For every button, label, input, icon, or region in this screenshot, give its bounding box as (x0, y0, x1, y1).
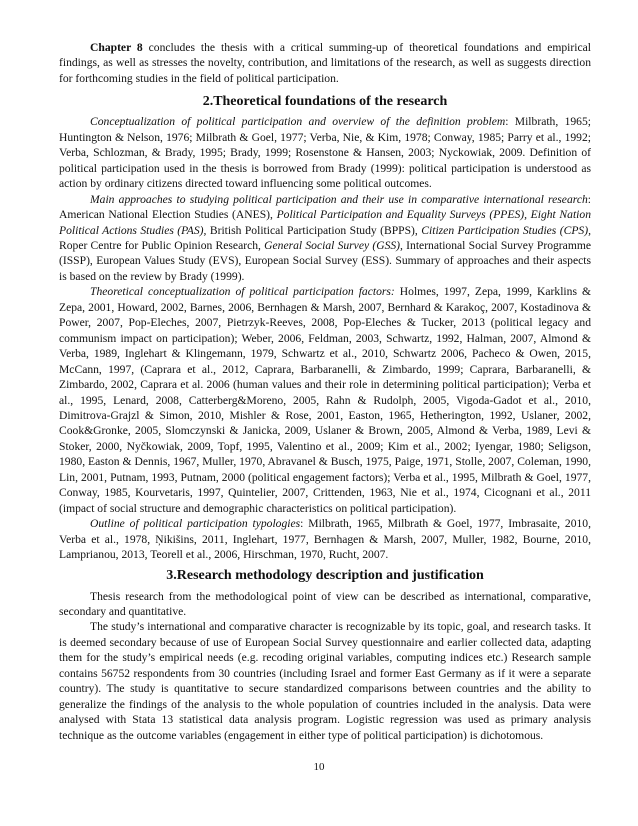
chapter-reference: Chapter 8 (90, 41, 143, 54)
typologies-text: : Milbrath, 1965, Milbrath & Goel, 1977, Imbrasaite, 2010, Verba et al., 1978, Ņikišins, 2011, Inglehart, 1977, Bernhagen & Marsh, 2007, Muller, 1982, Bourne, 2010, Lamprianou, 2013, Teorell et al., 2006, Hirschman, 1970, Rucht, 2007. (59, 517, 591, 562)
approaches-italic-3: General Social Survey (GSS), (264, 238, 403, 252)
factors-paragraph (59, 284, 591, 516)
typologies-label: Outline of political participation typologies (90, 517, 301, 531)
page-number: 10 (313, 761, 325, 773)
approaches-italic-2: Citizen Participation Studies (CPS), (421, 223, 591, 237)
approaches-text-3: Roper Centre for Public Opinion Research, (59, 238, 265, 252)
methodology-paragraph-2: The study’s international and comparative character is recognizable by its topic, goal, and research tasks. It is deemed secondary because of use of European Social Survey questionnaire and earlier collected data, adapting them for the study’s empirical needs (e.g. recoding original variables, computing indices etc.) Research sample contains 56752 respondents from 30 countries (including Israel and former East Germany as if it were a separate country). The study is quantitative to secure standardized comparisons between countries and the ability to generalize the findings of the analysis to the whole population of countries included in the analysis. Data were analysed with Stata 13 statistical data analysis program. Logistic regression was used as primary analysis technique as the outcome variables (engagement in either type of political participation) is dichotomous. (59, 620, 591, 742)
section-3-heading: 3.Research methodology description and justification (166, 567, 484, 583)
approaches-paragraph (59, 192, 591, 285)
conceptualization-text: : Milbrath, 1965; Huntington & Nelson, 1976; Milbrath & Goel, 1977; Verba, Nie, & Kim, 1978; Conway, 1985; Parry et al., 1992; Verba, Schlozman, & Brady, 1995; Brady, 1999; Rosenstone & Hansen, 2003; Nyckowiak, 2009. Definition of political participation used in the thesis is borrowed from Brady (1999): political participation is understood as action by ordinary citizens directed toward influencing some political outcomes. (59, 115, 591, 191)
approaches-text-2: British Political Participation Study (BPPS), (206, 223, 422, 237)
factors-text: Holmes, 1997, Zepa, 1999, Karklins & Zepa, 2001, Howard, 2002, Barnes, 2006, Bernhagen & Marsh, 2007, Bernhard & Karakoç, 2007, Kostadinova & Power, 2007, Pop-Eleches, 2007, Pietrzyk-Reeves, 2008, Pop-Eleches & Tucker, 2013 (political legacy and communism impact on participation); Weber, 2006, Feldman, 2003, Schwartz, 1992, Halman, 2007, Almond & Verba, 1989, Inglehart & Klingemann, 1979, Schwartz et al., 2010, Schwartz 2006, Pacheco & Owen, 2015, McCann, 1997, (Caprara et al., 2012, Caprara, Barbaranelli, & Zimbardo, 1999; Caprara, Barbaranelli, & Zimbardo, 2002, Caprara et al. 2006 (human values and their role in determining political participation); Verba et al., 1995, Lenard, 2008, Catterberg&Moreno, 2005, Rahn & Rudolph, 2005, Vigoda-Gadot et al., 2010, Dimitrova-Grajzl & Simon, 2010, Mishler & Rose, 2001, Easton, 1965, Hetherington, 1992, Uslaner, 2002, Cook&Gronke, 2005, Slomczynski & Janicka, 2009, Uslaner & Brown, 2005, Almond & Verba, 1989, Levi & Stoker, 2000, Nyčkowiak, 2009, Topf, 1995, Valentino et al., 2009; Kim et al., 2002; Iyengar, 1980; Seligson, 1980, Easton & Dennis, 1967, Muller, 1970, Abravanel & Busch, 1975, Paige, 1971, Stolle, 2007, Coleman, 1990, Lin, 2001, Putnam, 1993, Putnam, 2000 (political engagement factors); Verba et al., 1995, Milbrath & Goel, 1977, Conway, 1985, Kourvetaris, 1997, Quintelier, 2007, Crittenden, 1963, Nie et al., 1974, Cicognani et al., 2011 (impact of social structure and demographic characteristics on political participation). (59, 285, 591, 515)
methodology-paragraph-1: Thesis research from the methodological point of view can be described as international, comparative, secondary and quantitative. (59, 589, 591, 618)
factors-label: Theoretical conceptualization of political participation factors: (90, 285, 395, 299)
approaches-text-4: International Social Survey Programme (ISSP), European Values Study (EVS), European Social Survey (ESS). Summary of approaches and their aspects is based on the review by Brady (1999). (59, 238, 591, 283)
typologies-paragraph (59, 516, 591, 562)
conceptualization-label: Conceptualization of political participation and overview of the definition problem (90, 115, 506, 129)
approaches-label: Main approaches to studying political participation and their use in comparative international research (90, 192, 588, 206)
intro-paragraph (59, 40, 591, 86)
conceptualization-paragraph (59, 114, 591, 191)
intro-text: concludes the thesis with a critical summing-up of theoretical foundations and empirical findings, as well as stresses the novelty, contribution, and limitations of the research, as well as suggests direction for forthcoming studies in the field of political participation. (59, 41, 591, 85)
section-2-heading: 2.Theoretical foundations of the research (202, 94, 448, 110)
approaches-italic-1: Political Participation and Equality Surveys (PPES), Eight Nation Political Actions Studies (PAS), (59, 208, 591, 237)
approaches-text-1: : American National Election Studies (ANES), (59, 192, 591, 222)
